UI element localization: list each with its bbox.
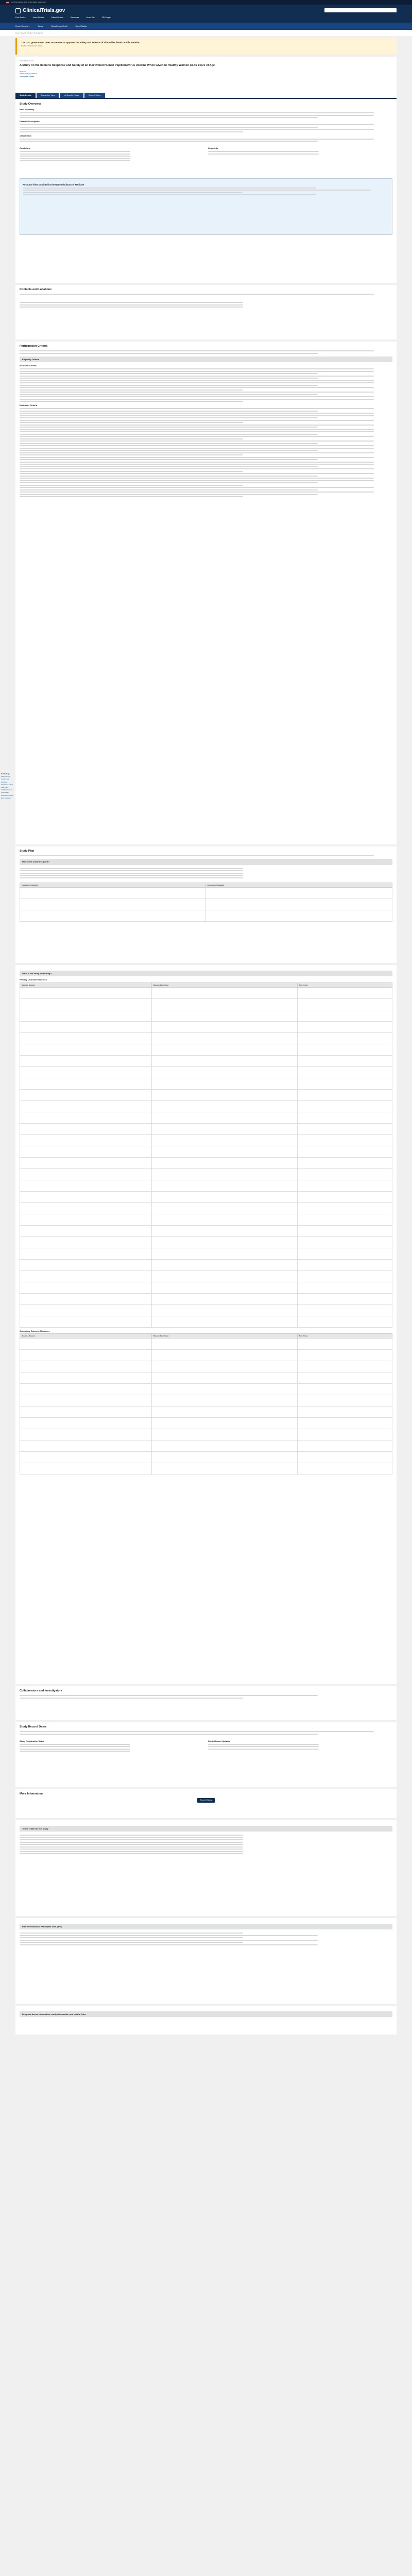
- table-row: [20, 1361, 392, 1372]
- table-header: Outcome Measure: [20, 982, 152, 987]
- sidenav-item[interactable]: Study Plan: [1, 786, 8, 788]
- table-row: [20, 987, 392, 998]
- outcomes-section: [15, 965, 397, 1686]
- table-row: [20, 1157, 392, 1168]
- ipd-header: Plan for Individual Participant Data (IPD): [20, 1924, 392, 1929]
- ipd-section: [15, 1918, 397, 2006]
- table-header: Intervention/Treatment: [205, 883, 392, 887]
- section-title: Contacts and Locations: [20, 288, 52, 292]
- study-overview-section: [15, 99, 397, 285]
- table-row: [20, 1248, 392, 1259]
- measuring-header: What is the study measuring?: [20, 971, 392, 976]
- table-row: [20, 1236, 392, 1248]
- sidenav-title: On This Page: [1, 773, 10, 775]
- table-row: [20, 1406, 392, 1418]
- table-row: [20, 1146, 392, 1157]
- table-row: [20, 1202, 392, 1214]
- sidenav-item[interactable]: More Information: [1, 797, 11, 799]
- sidenav-item[interactable]: Study Overview: [1, 776, 11, 778]
- table-header: Time Frame: [297, 982, 392, 987]
- sub-nav: [0, 23, 412, 30]
- subnav-tables[interactable]: Tables: [38, 25, 43, 27]
- section-title: Collaborators and Investigators: [20, 1689, 62, 1693]
- subsection-title: Conditions: [20, 147, 30, 150]
- table-row: [20, 1180, 392, 1191]
- subsection-title: Detailed Description: [20, 120, 40, 123]
- study-plan-section: [15, 846, 397, 965]
- alert-title: The U.S. government does not review or approve the safety and science of all studies listed on this website.: [21, 41, 140, 44]
- table-row: [20, 998, 392, 1010]
- table-row: [20, 1191, 392, 1202]
- nav-prs-login[interactable]: PRS Login: [101, 16, 111, 19]
- sidenav-item[interactable]: Study Record Dates: [1, 794, 13, 796]
- table-row: [20, 1112, 392, 1123]
- subsection-title: Official Title: [20, 134, 31, 137]
- nav-about-site[interactable]: About Site: [86, 16, 95, 19]
- table-row: [20, 1350, 392, 1361]
- page-title: A Study on the Immune Response and Safety of an Inactivated Human Papillomavirus Vaccine When Given to Healthy Women 18-45 Years of Age: [20, 64, 215, 67]
- last-update-label: Last Update Posted: [20, 75, 35, 78]
- table-row: [20, 910, 392, 921]
- terms-header: Terms related to this study: [20, 1826, 392, 1832]
- nav-resources[interactable]: Resources: [70, 16, 79, 19]
- table-row: [20, 1055, 392, 1066]
- table-row: [20, 1304, 392, 1316]
- table-row: [20, 1089, 392, 1100]
- subsection-title: Study Registration Dates: [20, 1739, 44, 1742]
- ct-logo-icon: [15, 8, 21, 13]
- arms-table: [20, 883, 392, 922]
- table-row: [20, 1168, 392, 1180]
- section-title: Study Plan: [20, 850, 35, 853]
- table-header: Participant Group/Arm: [20, 883, 206, 887]
- search-input[interactable]: [324, 8, 397, 12]
- table-header: Time Frame: [297, 1334, 392, 1338]
- breadcrumb[interactable]: Home > Search Results > Study Record: [0, 30, 412, 36]
- table-row: [20, 1395, 392, 1406]
- table-row: [20, 1214, 392, 1225]
- resources-title: Resource links provided by the National Library of Medicine: [23, 183, 84, 186]
- table-header: Measure Description: [151, 1334, 297, 1338]
- record-history-button[interactable]: Record History: [197, 1798, 215, 1803]
- gov-banner: An official website of the United States government: [0, 0, 412, 5]
- table-row: [20, 1225, 392, 1236]
- section-title: Participation Criteria: [20, 345, 48, 348]
- info-label: Information provided by: [20, 73, 38, 75]
- subsection-title: Secondary Outcome Measures: [20, 1329, 50, 1332]
- table-row: [20, 1372, 392, 1384]
- table-row: [20, 1463, 392, 1475]
- section-title: Study Overview: [20, 103, 41, 106]
- subnav-record-summary[interactable]: Record Summary: [15, 25, 30, 27]
- nlm-resources-box: [20, 178, 392, 235]
- table-row: [20, 1452, 392, 1463]
- table-header: Outcome Measure: [20, 1334, 152, 1338]
- sidenav-item[interactable]: Collaborators and Investigators: [1, 789, 12, 794]
- nav-submit-studies[interactable]: Submit Studies: [51, 16, 63, 19]
- table-row: [20, 1044, 392, 1055]
- table-row: [20, 1293, 392, 1304]
- table-row: [20, 1338, 392, 1350]
- table-row: [20, 1066, 392, 1078]
- design-header: How is the study designed?: [20, 859, 392, 865]
- table-row: [20, 1418, 392, 1429]
- nav-about-studies[interactable]: About Studies: [32, 16, 44, 19]
- table-row: [20, 1270, 392, 1282]
- section-title: Study Record Dates: [20, 1725, 47, 1729]
- subsection-title: Primary Outcome Measures: [20, 978, 47, 981]
- study-details-panel: [15, 99, 397, 2037]
- study-title-box: [15, 57, 397, 93]
- primary-outcomes-table: [20, 982, 392, 1328]
- table-row: [20, 1259, 392, 1270]
- us-flag-icon: [6, 2, 9, 4]
- table-row: [20, 1429, 392, 1440]
- main-nav: [15, 16, 110, 19]
- study-tabs: [15, 93, 397, 99]
- table-row: [20, 887, 392, 899]
- table-row: [20, 1384, 392, 1395]
- collaborators-section: [15, 1686, 397, 1722]
- contacts-section: [15, 285, 397, 342]
- table-header: Measure Description: [151, 982, 297, 987]
- table-row: [20, 1032, 392, 1044]
- tab-record-history[interactable]: Record History: [84, 93, 105, 98]
- sponsor-label: Sponsor: [20, 70, 26, 73]
- subsection-title: Keywords: [208, 147, 218, 150]
- subnav-detail[interactable]: Study Record Detail: [51, 25, 67, 27]
- table-row: [20, 1134, 392, 1146]
- secondary-outcomes-table: [20, 1333, 392, 1475]
- brand-logo[interactable]: ClinicalTrials.gov: [15, 7, 65, 14]
- sidenav-item[interactable]: Participation Criteria: [1, 784, 13, 786]
- subsection-title: Study Record Updates: [208, 1739, 230, 1742]
- study-id-label: ClinicalTrials.gov ID: [20, 60, 33, 62]
- table-row: [20, 1440, 392, 1452]
- tab-no-results[interactable]: No Results Posted: [60, 93, 83, 98]
- disclaimer-alert: [15, 38, 397, 55]
- sidenav-item[interactable]: Contacts and Locations: [1, 778, 9, 783]
- table-row: [20, 899, 392, 910]
- drug-info-section: [15, 2006, 397, 2037]
- table-row: [20, 1316, 392, 1327]
- record-dates-section: [15, 1722, 397, 1789]
- table-row: [20, 1010, 392, 1021]
- section-title: More Information: [20, 1792, 43, 1796]
- drug-info-header: Drug and device information, study documents, and helpful links: [20, 2011, 392, 2017]
- subsection-title: Exclusion Criteria: [20, 404, 38, 407]
- table-row: [20, 1123, 392, 1134]
- participation-section: [15, 342, 397, 846]
- tab-study-details[interactable]: Study Details: [15, 93, 36, 98]
- site-header: [0, 0, 412, 30]
- table-row: [20, 1078, 392, 1089]
- tab-researcher-view[interactable]: Researcher View: [37, 93, 59, 98]
- terms-section: [15, 1820, 397, 1918]
- nav-find-studies[interactable]: Find Studies: [15, 16, 26, 19]
- subsection-title: Inclusion Criteria: [20, 364, 37, 367]
- alert-link[interactable]: Read our disclaimer for details.: [21, 45, 43, 47]
- subnav-saved[interactable]: Saved Studies: [75, 25, 88, 27]
- table-row: [20, 1282, 392, 1293]
- eligibility-header: Eligibility Criteria: [20, 357, 392, 362]
- table-row: [20, 1021, 392, 1032]
- more-info-section: [15, 1789, 397, 1820]
- subsection-title: Brief Summary: [20, 108, 35, 111]
- table-row: [20, 1100, 392, 1112]
- on-this-page-nav: [1, 773, 14, 800]
